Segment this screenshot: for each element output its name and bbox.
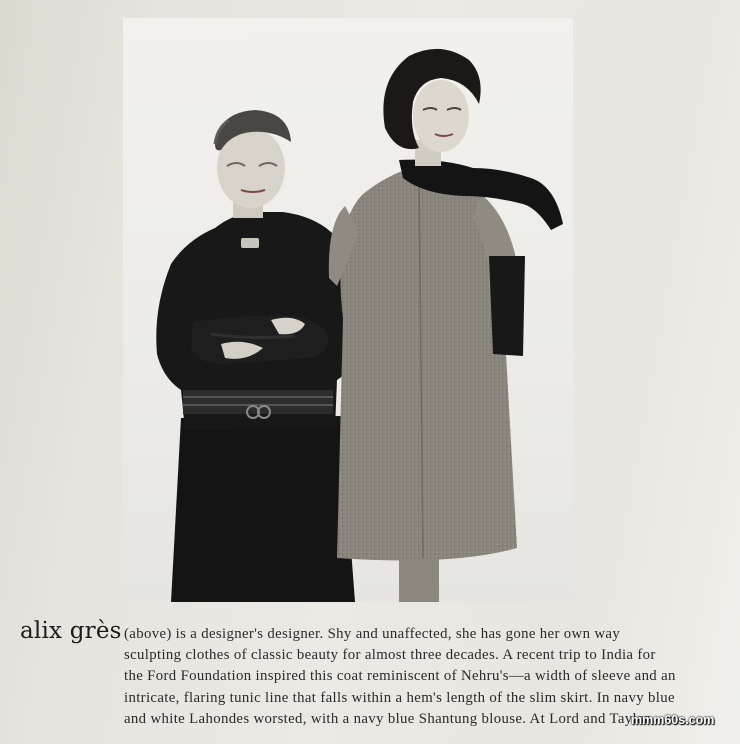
caption-line: and white Lahondes worsted, with a navy blue Shantung blouse. At Lord and Taylor. — [124, 710, 654, 727]
designer-figure — [156, 110, 359, 602]
caption-line: intricate, flaring tunic line that falls within a hem's length of the slim skirt. In navy blue — [124, 689, 675, 706]
caption-line: (above) is a designer's designer. Shy and unaffected, she has gone her own way — [124, 626, 621, 642]
fashion-photograph — [123, 18, 573, 602]
photo-illustration — [123, 18, 573, 602]
model-figure — [329, 49, 563, 602]
watermark: mmm60s.com — [631, 713, 715, 727]
photo-description: Portrait photograph of Alix Grès beside a model wearing her tweed coat — [123, 18, 160, 19]
caption-line: the Ford Foundation inspired this coat reminiscent of Nehru's—a width of sleeve and an — [124, 668, 676, 685]
caption-line: sculpting clothes of classic beauty for almost three decades. A recent trip to India for — [124, 647, 656, 664]
designer-name-heading: alix grès — [20, 618, 122, 644]
